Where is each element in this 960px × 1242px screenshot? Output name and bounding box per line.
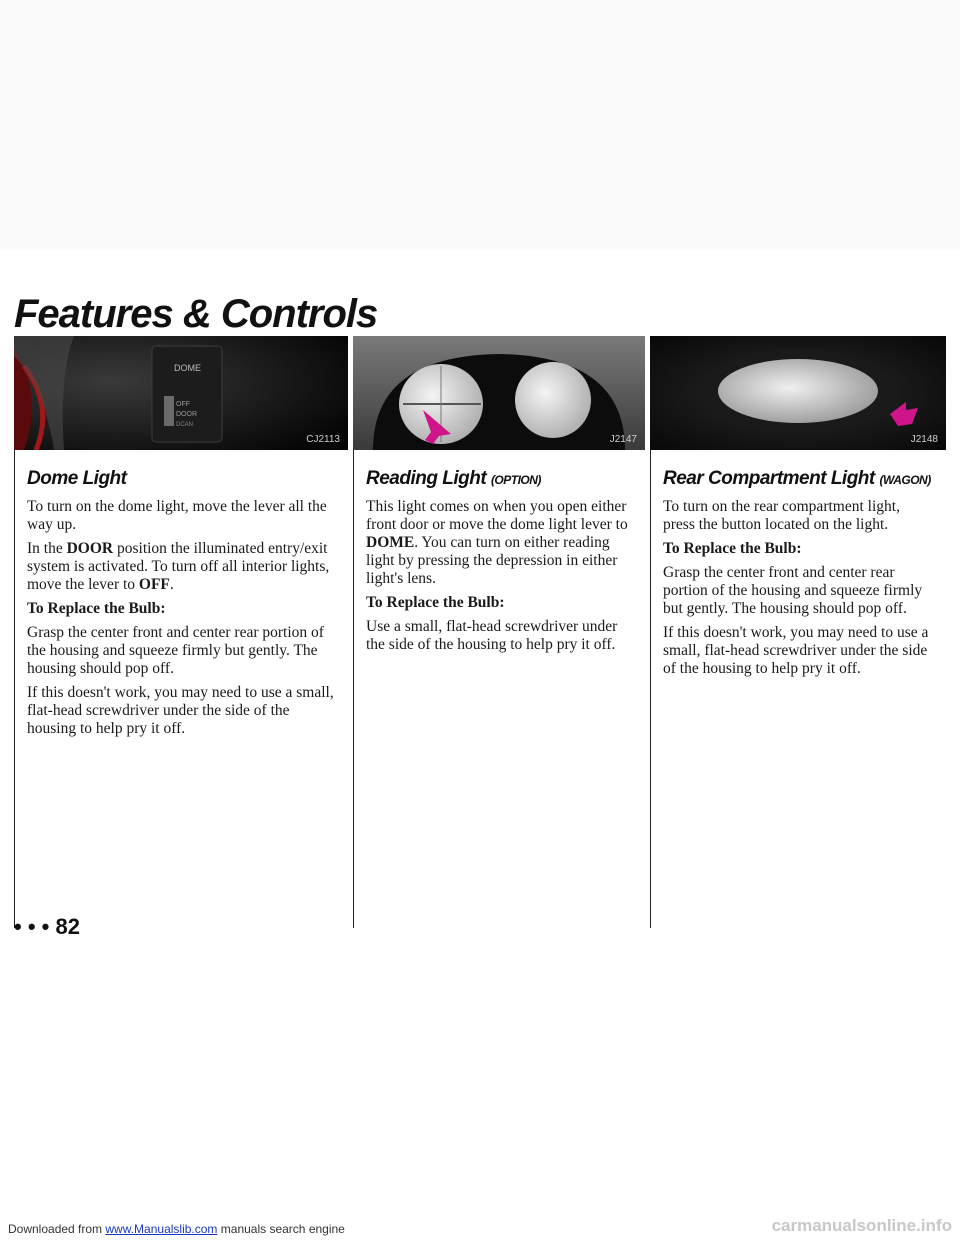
blank-top-area xyxy=(0,0,960,250)
photo-code: CJ2113 xyxy=(306,434,340,445)
reading-light-illustration xyxy=(353,336,645,450)
dome-light-section xyxy=(14,450,348,928)
switch-label-off: OFF xyxy=(176,401,190,408)
reading-light-photo xyxy=(353,336,645,450)
subheading: To Replace the Bulb: xyxy=(366,594,505,611)
watermark: carmanualsonline.info xyxy=(771,1216,952,1235)
section-heading: Reading Light (OPTION) xyxy=(366,468,541,489)
switch-label-dome: DOME xyxy=(174,363,201,373)
manualslib-link[interactable]: www.Manualslib.com xyxy=(105,1222,218,1236)
page-title: Features & Controls xyxy=(14,292,378,336)
dome-switch-illustration xyxy=(14,336,348,450)
paragraph: Grasp the center front and center rear portion of the housing and squeeze firmly but gently. The housing should pop off. xyxy=(27,624,324,677)
paragraph: Use a small, flat-head screwdriver under the side of the housing to help pry it off. xyxy=(366,618,618,653)
section-heading: Dome Light xyxy=(27,468,127,489)
rear-compartment-light-section xyxy=(650,450,946,928)
paragraph: If this doesn't work, you may need to use a small, flat-head screwdriver under the side of the housing to help pry it off. xyxy=(27,684,334,737)
subheading: To Replace the Bulb: xyxy=(663,540,802,557)
section-heading: Rear Compartment Light (WAGON) xyxy=(663,468,931,489)
rear-compartment-light-photo xyxy=(650,336,946,450)
switch-label-door: DOOR xyxy=(176,411,197,418)
paragraph: In the DOOR position the illuminated entry/exit system is activated. To turn off all interior lights, move the lever to OFF. xyxy=(27,540,330,593)
page-number: • • • 82 xyxy=(14,914,80,939)
rear-light-illustration xyxy=(650,336,946,450)
paragraph: To turn on the rear compartment light, press the button located on the light. xyxy=(663,498,900,533)
paragraph: This light comes on when you open either front door or move the dome light lever to DOME. You can turn on either reading light by pressing the depression in either light's lens. xyxy=(366,498,628,587)
photo-code: J2147 xyxy=(609,434,637,445)
paragraph: Grasp the center front and center rear portion of the housing and squeeze firmly but gently. The housing should pop off. xyxy=(663,564,923,617)
photo-code: J2148 xyxy=(910,434,938,445)
paragraph: If this doesn't work, you may need to use a small, flat-head screwdriver under the side of the housing to help pry it off. xyxy=(663,624,929,677)
footer-source: Downloaded from www.Manualslib.com manuals search engine xyxy=(8,1222,345,1236)
switch-label-dcan: DCAN xyxy=(176,422,194,428)
reading-light-section xyxy=(353,450,645,928)
paragraph: To turn on the dome light, move the lever all the way up. xyxy=(27,498,327,533)
subheading: To Replace the Bulb: xyxy=(27,600,166,617)
dome-light-photo xyxy=(14,336,348,450)
